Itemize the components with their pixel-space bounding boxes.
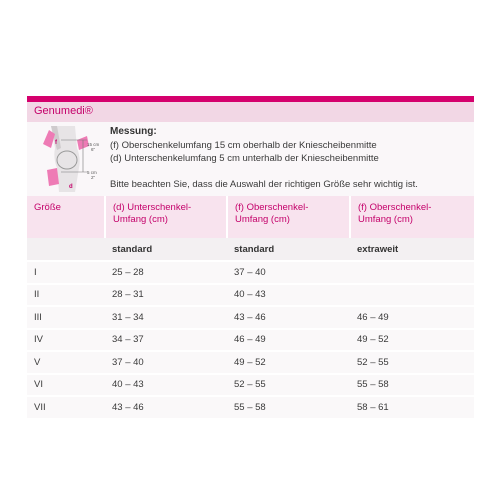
size-cell: VI xyxy=(27,374,105,397)
column-subheader xyxy=(27,238,105,261)
diagram-label-d: d xyxy=(69,184,73,190)
column-subheader: standard xyxy=(227,238,350,261)
size-table xyxy=(27,196,474,418)
column-subheader: standard xyxy=(105,238,227,261)
range-cell: 25 – 28 xyxy=(105,261,227,284)
column-header: (f) Oberschenkel- Umfang (cm) xyxy=(350,196,474,238)
column-header: Größe xyxy=(27,196,105,238)
table-subheader-row xyxy=(27,238,474,261)
column-header: (f) Oberschenkel- Umfang (cm) xyxy=(227,196,350,238)
measurement-line-thigh: (f) Oberschenkelumfang 15 cm oberhalb der Kniescheibenmitte xyxy=(110,140,377,151)
range-cell: 31 – 34 xyxy=(105,306,227,329)
diagram-label-f: f xyxy=(55,140,57,146)
range-cell: 37 – 40 xyxy=(105,351,227,374)
table-header-row xyxy=(27,196,474,238)
size-note: Bitte beachten Sie, dass die Auswahl der richtigen Größe sehr wichtig ist. xyxy=(110,179,418,190)
table-row xyxy=(27,351,474,374)
range-cell: 49 – 52 xyxy=(350,329,474,352)
column-subheader: extraweit xyxy=(350,238,474,261)
range-cell: 40 – 43 xyxy=(105,374,227,397)
size-cell: II xyxy=(27,284,105,307)
range-cell: 43 – 46 xyxy=(105,396,227,418)
range-cell: 40 – 43 xyxy=(227,284,350,307)
range-cell: 52 – 55 xyxy=(227,374,350,397)
range-cell xyxy=(350,284,474,307)
range-cell: 52 – 55 xyxy=(350,351,474,374)
diagram-lower-cm: 5 cm xyxy=(87,170,97,175)
knee-measurement-diagram xyxy=(31,126,111,192)
size-cell: VII xyxy=(27,396,105,418)
range-cell: 46 – 49 xyxy=(350,306,474,329)
range-cell: 37 – 40 xyxy=(227,261,350,284)
range-cell: 34 – 37 xyxy=(105,329,227,352)
product-name: Genumedi® xyxy=(34,105,93,117)
measurement-line-calf: (d) Unterschenkelumfang 5 cm unterhalb der Kniescheibenmitte xyxy=(110,153,379,164)
size-cell: III xyxy=(27,306,105,329)
diagram-lower-in: 2" xyxy=(91,175,96,180)
size-cell: IV xyxy=(27,329,105,352)
column-header: (d) Unterschenkel- Umfang (cm) xyxy=(105,196,227,238)
measurement-title: Messung: xyxy=(110,126,157,137)
range-cell: 49 – 52 xyxy=(227,351,350,374)
range-cell: 55 – 58 xyxy=(350,374,474,397)
table-row xyxy=(27,329,474,352)
range-cell: 28 – 31 xyxy=(105,284,227,307)
diagram-upper-cm: 15 cm xyxy=(87,142,100,147)
table-row xyxy=(27,284,474,307)
size-cell: I xyxy=(27,261,105,284)
brand-band xyxy=(27,102,474,122)
table-row xyxy=(27,396,474,418)
table-row xyxy=(27,374,474,397)
range-cell: 58 – 61 xyxy=(350,396,474,418)
size-cell: V xyxy=(27,351,105,374)
table-row xyxy=(27,306,474,329)
range-cell: 46 – 49 xyxy=(227,329,350,352)
range-cell: 55 – 58 xyxy=(227,396,350,418)
diagram-upper-in: 6" xyxy=(91,147,96,152)
range-cell: 43 – 46 xyxy=(227,306,350,329)
measurement-section xyxy=(27,122,474,196)
range-cell xyxy=(350,261,474,284)
table-row xyxy=(27,261,474,284)
